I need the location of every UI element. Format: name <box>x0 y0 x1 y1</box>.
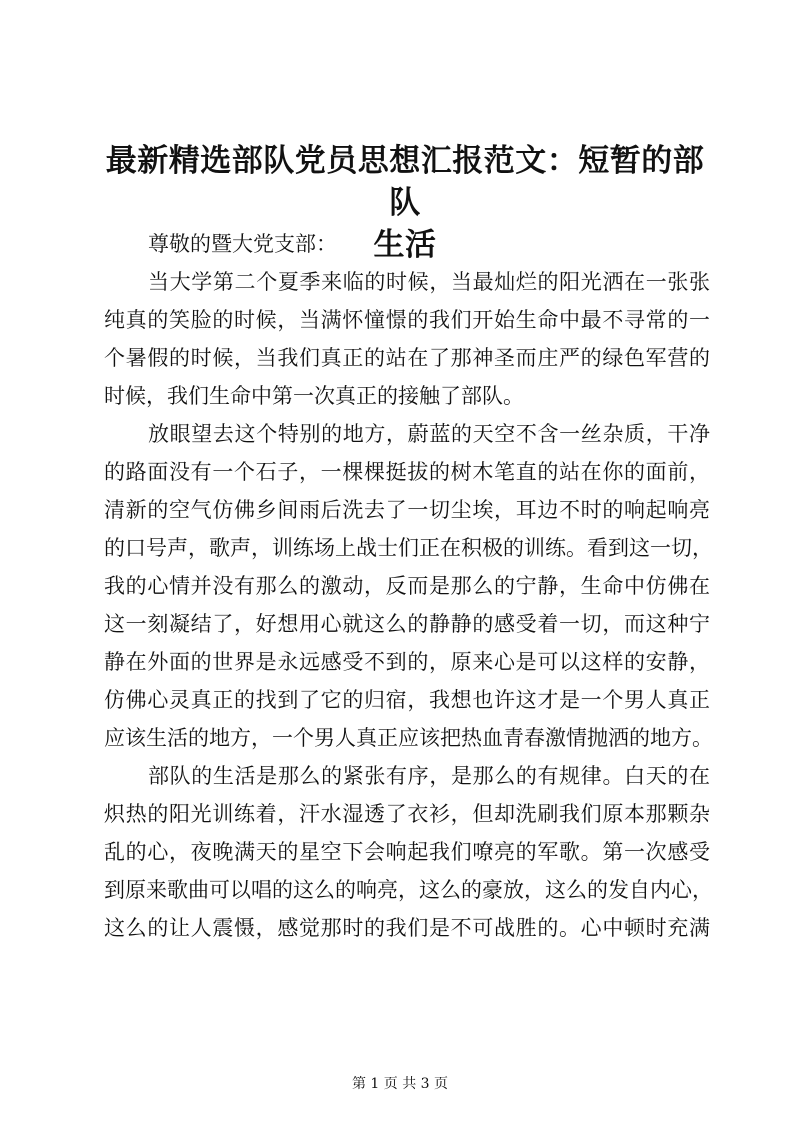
paragraph-2-line: 的口号声，歌声，训练场上战士们正在积极的训练。看到这一切， <box>104 536 713 560</box>
paragraph-3-line: 部队的生活是那么的紧张有序，是那么的有规律。白天的在 <box>148 764 710 788</box>
paragraph-2-line: 放眼望去这个特别的地方，蔚蓝的天空不含一丝杂质，干净 <box>148 422 710 446</box>
document-body <box>104 225 713 947</box>
paragraph-1-line: 个暑假的时候，当我们真正的站在了那神圣而庄严的绿色军营的 <box>104 346 710 370</box>
page-footer: 第 1 页 共 3 页 <box>351 1076 449 1092</box>
paragraph-1-line: 纯真的笑脸的时候，当满怀憧憬的我们开始生命中最不寻常的一 <box>104 308 710 332</box>
paragraph-1-line: 时候，我们生命中第一次真正的接触了部队。 <box>104 384 524 408</box>
title-line-1: 最新精选部队党员思想汇报范文：短暂的部队 <box>105 143 705 221</box>
paragraph-2-line: 静在外面的世界是永远感受不到的，原来心是可以这样的安静， <box>104 650 710 674</box>
paragraph-1-line: 当大学第二个夏季来临的时候，当最灿烂的阳光洒在一张张 <box>148 270 710 294</box>
paragraph-3-line: 炽热的阳光训练着，汗水湿透了衣衫，但却洗刷我们原本那颗杂 <box>104 802 710 826</box>
title-line-2: 生活 <box>373 227 437 263</box>
paragraph-2-line: 的路面没有一个石子，一棵棵挺拔的树木笔直的站在你的面前， <box>104 460 710 484</box>
paragraph-2-line: 清新的空气仿佛乡间雨后洗去了一切尘埃，耳边不时的响起响亮 <box>104 498 710 522</box>
paragraph-3-line: 到原来歌曲可以唱的这么的响亮，这么的豪放，这么的发自内心， <box>104 878 713 902</box>
paragraph-2-line: 我的心情并没有那么的激动，反而是那么的宁静，生命中仿佛在 <box>104 574 710 598</box>
paragraph-3-line: 这么的让人震慑，感觉那时的我们是不可战胜的。心中顿时充满 <box>104 916 710 940</box>
paragraph-2-line: 这一刻凝结了，好想用心就这么的静静的感受着一切，而这种宁 <box>104 612 710 636</box>
paragraph-3-line: 乱的心，夜晚满天的星空下会响起我们嘹亮的军歌。第一次感受 <box>104 840 710 864</box>
salutation: 尊敬的暨大党支部： <box>148 232 337 256</box>
paragraph-2-line: 仿佛心灵真正的找到了它的归宿，我想也许这才是一个男人真正 <box>104 688 710 712</box>
paragraph-2-line: 应该生活的地方，一个男人真正应该把热血青春激情抛洒的地方。 <box>104 726 713 750</box>
